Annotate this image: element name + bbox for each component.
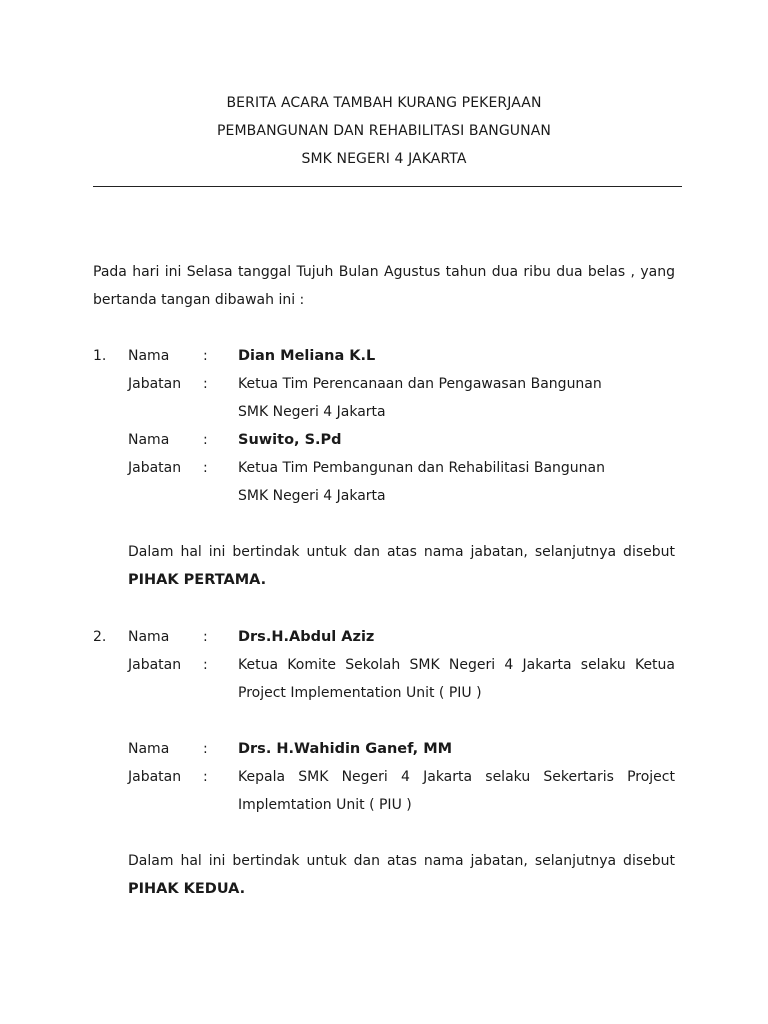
party-1-person-2-name: Suwito, S.Pd bbox=[238, 432, 342, 448]
party-1-statement-line-1 bbox=[128, 544, 675, 560]
colon: : bbox=[203, 657, 208, 673]
party-2-statement-line-1 bbox=[128, 853, 675, 869]
colon: : bbox=[203, 348, 208, 364]
party-2-person-2-name: Drs. H.Wahidin Ganef, MM bbox=[238, 741, 453, 757]
party-2-number: 2. bbox=[93, 629, 107, 645]
intro-line-2: bertanda tangan dibawah ini : bbox=[93, 292, 305, 308]
party-1-person-1-name-label: Nama bbox=[128, 348, 170, 364]
party-2-designation: PIHAK KEDUA. bbox=[128, 881, 246, 897]
party-2-statement-text: Dalam hal ini bertindak untuk dan atas nama jabatan, selanjutnya disebut bbox=[128, 853, 675, 869]
colon: : bbox=[203, 432, 208, 448]
party-2-person-2-position-label: Jabatan bbox=[128, 769, 182, 785]
header-divider bbox=[93, 186, 682, 187]
colon: : bbox=[203, 376, 208, 392]
doc-title-line-2: PEMBANGUNAN DAN REHABILITASI BANGUNAN bbox=[217, 123, 551, 139]
party-1-person-1-position-line-2: SMK Negeri 4 Jakarta bbox=[238, 404, 386, 420]
party-2-person-1-position-label: Jabatan bbox=[128, 657, 182, 673]
party-1-designation: PIHAK PERTAMA. bbox=[128, 572, 267, 588]
party-2-person-1-name: Drs.H.Abdul Aziz bbox=[238, 629, 375, 645]
colon: : bbox=[203, 460, 208, 476]
colon: : bbox=[203, 741, 208, 757]
doc-title-line-3: SMK NEGERI 4 JAKARTA bbox=[301, 151, 467, 167]
intro-line-1 bbox=[93, 264, 675, 280]
party-2-person-1-position-line-1-wrap bbox=[238, 657, 675, 673]
party-2-person-1-position-line-1: Ketua Komite Sekolah SMK Negeri 4 Jakarta selaku Ketua bbox=[238, 657, 675, 673]
party-2-person-2-position-line-1: Kepala SMK Negeri 4 Jakarta selaku Sekertaris Project bbox=[238, 769, 675, 785]
party-1-person-2-position-line-1: Ketua Tim Pembangunan dan Rehabilitasi Bangunan bbox=[238, 460, 606, 476]
party-2-person-1-position-line-2: Project Implementation Unit ( PIU ) bbox=[238, 685, 482, 701]
party-2-person-2-position-line-2: Implemtation Unit ( PIU ) bbox=[238, 797, 412, 813]
party-2-person-2-name-label: Nama bbox=[128, 741, 170, 757]
colon: : bbox=[203, 769, 208, 785]
intro-text-1: Pada hari ini Selasa tanggal Tujuh Bulan Agustus tahun dua ribu dua belas , yang bbox=[93, 264, 675, 280]
party-1-person-2-position-line-2: SMK Negeri 4 Jakarta bbox=[238, 488, 386, 504]
colon: : bbox=[203, 629, 208, 645]
party-2-person-2-position-line-1-wrap bbox=[238, 769, 675, 785]
party-1-person-2-name-label: Nama bbox=[128, 432, 170, 448]
party-1-person-1-position-label: Jabatan bbox=[128, 376, 182, 392]
party-1-statement-text: Dalam hal ini bertindak untuk dan atas nama jabatan, selanjutnya disebut bbox=[128, 544, 675, 560]
party-1-person-2-position-label: Jabatan bbox=[128, 460, 182, 476]
doc-title-line-1: BERITA ACARA TAMBAH KURANG PEKERJAAN bbox=[226, 95, 542, 111]
party-1-number: 1. bbox=[93, 348, 107, 364]
party-2-person-1-name-label: Nama bbox=[128, 629, 170, 645]
party-1-person-1-name: Dian Meliana K.L bbox=[238, 348, 376, 364]
party-1-person-1-position-line-1: Ketua Tim Perencanaan dan Pengawasan Bangunan bbox=[238, 376, 602, 392]
